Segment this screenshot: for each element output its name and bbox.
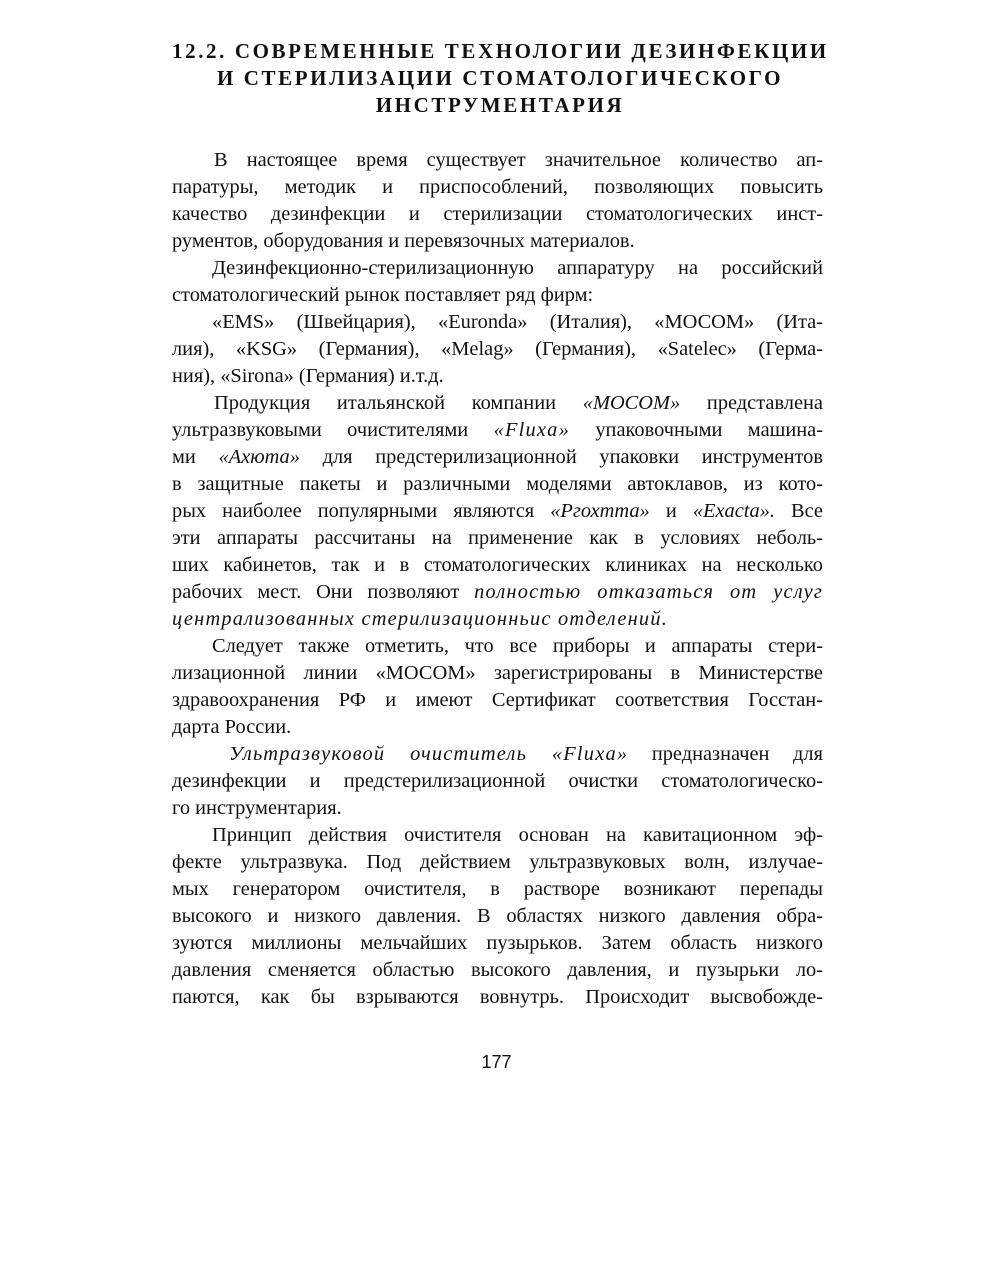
text-run: для предстерилизационной упаковки инструментов bbox=[299, 446, 823, 468]
text-line: Принцип действия очистителя основан на кавитационном эф- bbox=[212, 824, 823, 846]
text-run: рых наиболее популярными являются bbox=[172, 500, 551, 522]
text-run: Продукция итальянской компании bbox=[214, 392, 583, 414]
italic-run: «МОСОМ» bbox=[582, 392, 681, 414]
text-run: и bbox=[649, 500, 693, 522]
text-line bbox=[172, 444, 823, 471]
text-run: ми bbox=[172, 446, 219, 468]
paragraph-fluxa bbox=[172, 741, 823, 822]
text-line: «EMS» (Швейцария), «Euronda» (Италия), «МОСОМ» (Ита- bbox=[212, 311, 823, 333]
text-run: Все bbox=[774, 500, 823, 522]
text-line: в защитные пакеты и различными моделями автоклавов, из кото- bbox=[172, 473, 823, 495]
text-line: паратуры, методик и приспособлений, позволяющих повысить bbox=[172, 176, 823, 198]
text-line: давления сменяется областью высокого давления, и пузырьки ло- bbox=[172, 959, 823, 981]
text-line bbox=[172, 417, 823, 444]
text-line: рументов, оборудования и перевязочных материалов. bbox=[172, 230, 635, 252]
paragraph-intro bbox=[172, 147, 823, 255]
text-line: ния), «Sirona» (Германия) и.т.д. bbox=[172, 365, 444, 387]
text-line: лия), «KSG» (Германия), «Melag» (Германия), «Satelec» (Герма- bbox=[172, 338, 823, 360]
text-line: лизационной линии «МОСОМ» зарегистрированы в Министерстве bbox=[172, 662, 823, 684]
text-line: эти аппараты рассчитаны на применение как в условиях неболь- bbox=[172, 527, 823, 549]
text-line: здравоохранения РФ и имеют Сертификат соответствия Госстан- bbox=[172, 689, 823, 711]
italic-run: «Fluxa» bbox=[493, 419, 570, 441]
heading-line: ИНСТРУМЕНТАРИЯ bbox=[375, 93, 625, 117]
text-line bbox=[172, 741, 823, 768]
italic-run: централизованных стерилизационньис отделений. bbox=[172, 608, 669, 630]
paragraph-firms bbox=[172, 309, 823, 390]
section-heading bbox=[172, 38, 828, 119]
text-line: ших кабинетов, так и в стоматологических клиниках на несколько bbox=[172, 554, 823, 576]
text-line: Дезинфекционно-стерилизационную аппаратуру на российский bbox=[212, 257, 823, 279]
text-line bbox=[172, 606, 823, 633]
body-text bbox=[172, 147, 823, 1011]
page-number: 177 bbox=[481, 1052, 512, 1072]
text-line: го инструментария. bbox=[172, 797, 342, 819]
text-run: предназначен для bbox=[628, 743, 823, 765]
paragraph-mocom-products bbox=[172, 390, 823, 633]
text-line bbox=[172, 579, 823, 606]
italic-run: «Exacta». bbox=[692, 500, 775, 522]
text-line: Следует также отметить, что все приборы и аппараты стери- bbox=[212, 635, 823, 657]
italic-run: «Ахюта» bbox=[218, 446, 300, 468]
text-run: ультразвуковыми очистителями bbox=[172, 419, 494, 441]
italic-run: «Ргохmта» bbox=[550, 500, 650, 522]
heading-line: И СТЕРИЛИЗАЦИИ СТОМАТОЛОГИЧЕСКОГО bbox=[216, 66, 784, 90]
text-line: мых генератором очистителя, в растворе возникают перепады bbox=[172, 878, 823, 900]
text-run: представлена bbox=[680, 392, 823, 414]
paragraph-principle bbox=[172, 822, 823, 1011]
text-line: высокого и низкого давления. В областях низкого давления обра- bbox=[172, 905, 823, 927]
text-line: зуются миллионы мельчайших пузырьков. Затем область низкого bbox=[172, 932, 823, 954]
italic-run: Ультразвуковой очиститель «Fluxa» bbox=[229, 743, 629, 765]
text-line: качество дезинфекции и стерилизации стоматологических инст- bbox=[172, 203, 823, 225]
italic-run: полностью отказаться от услуг bbox=[474, 581, 823, 603]
heading-line: 12.2. СОВРЕМЕННЫЕ ТЕХНОЛОГИИ ДЕЗИНФЕКЦИИ bbox=[172, 39, 829, 63]
text-run: упаковочными машина- bbox=[569, 419, 823, 441]
text-run: рабочих мест. Они позволяют bbox=[172, 581, 475, 603]
text-line bbox=[172, 390, 823, 417]
text-line: стоматологический рынок поставляет ряд фирм: bbox=[172, 284, 594, 306]
text-line: дезинфекции и предстерилизационной очистки стоматологическо- bbox=[172, 770, 823, 792]
text-line: паются, как бы взрываются вовнутрь. Происходит высвобожде- bbox=[172, 986, 823, 1008]
text-line: В настоящее время существует значительное количество ап- bbox=[214, 149, 823, 171]
text-line: дарта России. bbox=[172, 716, 292, 738]
text-line: фекте ультразвука. Под действием ультразвуковых волн, излучае- bbox=[172, 851, 823, 873]
text-line bbox=[172, 498, 823, 525]
paragraph-suppliers bbox=[172, 255, 823, 309]
paragraph-certification bbox=[172, 633, 823, 741]
